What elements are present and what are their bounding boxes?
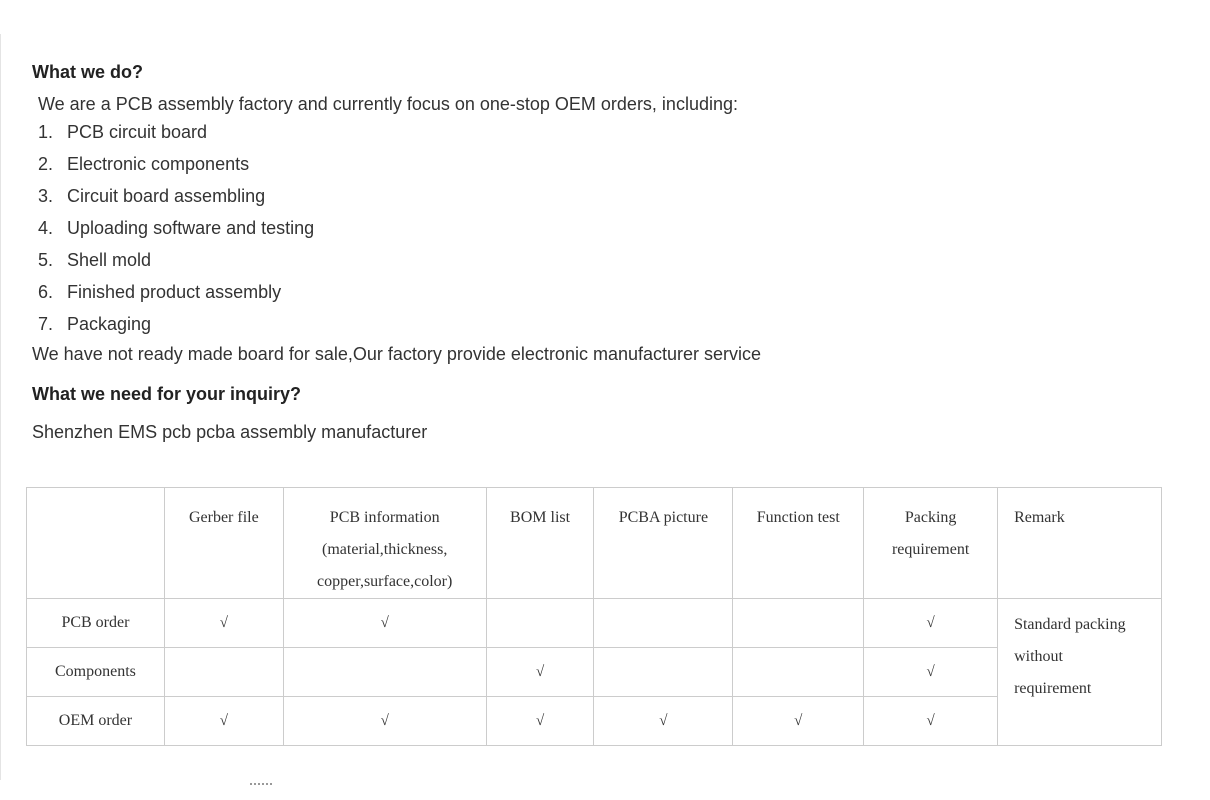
list-item: 5. Shell mold <box>38 250 152 270</box>
check-cell: √ <box>486 648 594 697</box>
check-cell <box>594 648 733 697</box>
check-cell: √ <box>283 697 486 746</box>
table-header-row <box>27 488 1162 599</box>
table-row <box>27 599 1162 648</box>
left-border-line <box>0 34 1 780</box>
check-cell <box>283 648 486 697</box>
header-function-test: Function test <box>733 488 864 599</box>
header-packing-requirement: Packing requirement <box>864 488 998 599</box>
row-label: PCB order <box>27 599 165 648</box>
check-cell <box>733 648 864 697</box>
check-cell <box>594 599 733 648</box>
intro-paragraph: We are a PCB assembly factory and currently focus on one-stop OEM orders, including: <box>38 94 738 114</box>
check-cell <box>164 648 283 697</box>
section-heading-what-we-do: What we do? <box>32 62 143 82</box>
article-body <box>32 60 1172 444</box>
header-remark: Remark <box>998 488 1162 599</box>
list-item: 6. Finished product assembly <box>38 282 282 302</box>
check-cell: √ <box>733 697 864 746</box>
check-cell: √ <box>486 697 594 746</box>
header-blank-cell <box>27 488 165 599</box>
inquiry-subtitle: Shenzhen EMS pcb pcba assembly manufacturer <box>32 422 428 442</box>
header-gerber-file: Gerber file <box>164 488 283 599</box>
header-pcba-picture: PCBA picture <box>594 488 733 599</box>
list-item: 4. Uploading software and testing <box>38 218 315 238</box>
check-cell: √ <box>594 697 733 746</box>
list-item: 1. PCB circuit board <box>38 122 208 142</box>
list-item: 3. Circuit board assembling <box>38 186 266 206</box>
check-cell: √ <box>864 648 998 697</box>
remark-cell: Standard packing without requirement <box>998 599 1162 746</box>
row-label: OEM order <box>27 697 165 746</box>
section-heading-inquiry: What we need for your inquiry? <box>32 384 302 404</box>
header-pcb-information: PCB information (material,thickness, copper,surface,color) <box>283 488 486 599</box>
header-bom-list: BOM list <box>486 488 594 599</box>
inquiry-requirements-table <box>26 487 1162 746</box>
list-item: 7. Packaging <box>38 314 152 334</box>
row-label: Components <box>27 648 165 697</box>
table-row <box>27 648 1162 697</box>
closing-paragraph: We have not ready made board for sale,Our factory provide electronic manufacturer service <box>32 344 762 364</box>
check-cell: √ <box>164 599 283 648</box>
check-cell <box>733 599 864 648</box>
check-cell: √ <box>864 697 998 746</box>
table-row <box>27 697 1162 746</box>
check-cell: √ <box>864 599 998 648</box>
services-list <box>32 116 1172 340</box>
check-cell: √ <box>164 697 283 746</box>
check-cell <box>486 599 594 648</box>
check-cell: √ <box>283 599 486 648</box>
cropped-content-fragment <box>250 783 272 789</box>
list-item: 2. Electronic components <box>38 154 250 174</box>
